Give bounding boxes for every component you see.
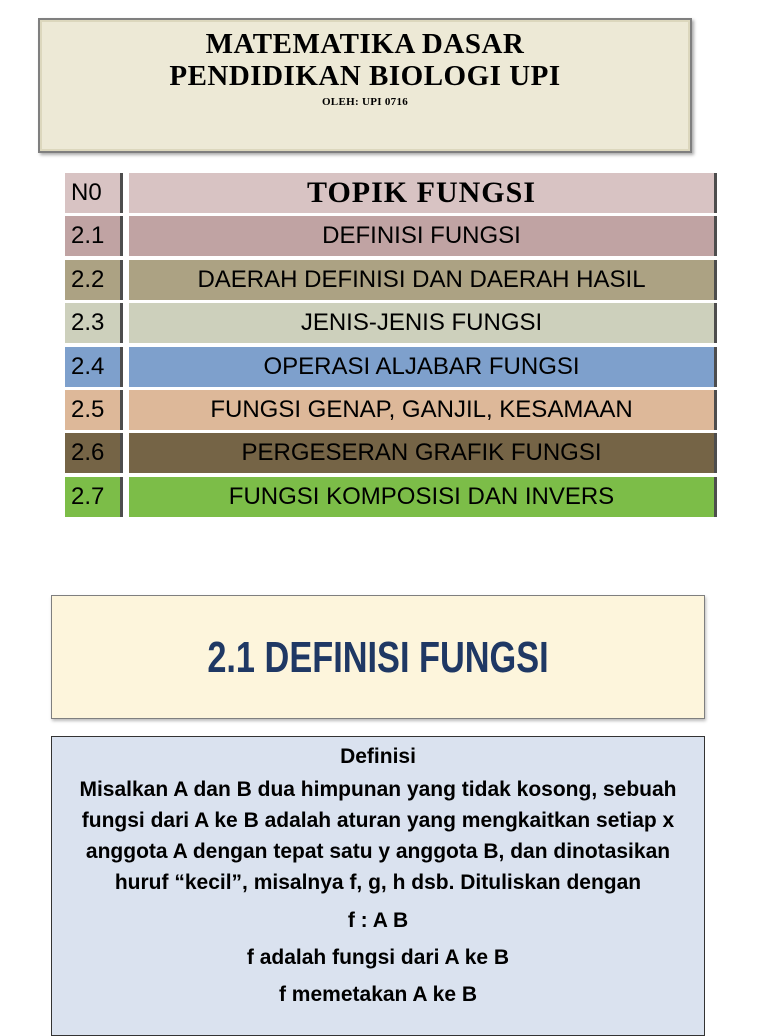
- definition-notation: f : A B: [347, 909, 409, 932]
- column-header-no: N0: [65, 173, 123, 213]
- definition-heading: Definisi: [340, 745, 416, 768]
- header-author: OLEH: UPI 0716: [321, 96, 409, 108]
- topic-name: JENIS-JENIS FUNGSI: [129, 303, 717, 343]
- topic-name: FUNGSI GENAP, GANJIL, KESAMAAN: [129, 390, 717, 430]
- topic-number: 2.7: [65, 477, 123, 517]
- topic-row: [65, 303, 717, 343]
- definition-line-3: f memetakan A ke B: [278, 983, 478, 1006]
- topic-row: [65, 260, 717, 300]
- topic-table-header: [65, 173, 717, 213]
- topic-row: [65, 347, 717, 387]
- topic-number: 2.5: [65, 390, 123, 430]
- topic-row: [65, 390, 717, 430]
- topic-number: 2.4: [65, 347, 123, 387]
- topic-number: 2.2: [65, 260, 123, 300]
- topic-number: 2.1: [65, 216, 123, 256]
- topic-number: 2.6: [65, 433, 123, 473]
- column-header-topic: TOPIK FUNGSI: [129, 173, 717, 213]
- section-title: 2.1 DEFINISI FUNGSI: [207, 633, 549, 682]
- topic-name: DEFINISI FUNGSI: [129, 216, 717, 256]
- definition-line-2: f adalah fungsi dari A ke B: [246, 946, 510, 969]
- topic-name: FUNGSI KOMPOSISI DAN INVERS: [129, 477, 717, 517]
- topic-name: OPERASI ALJABAR FUNGSI: [129, 347, 717, 387]
- header-title-line1: MATEMATIKA DASAR: [205, 28, 525, 60]
- topic-name: DAERAH DEFINISI DAN DAERAH HASIL: [129, 260, 717, 300]
- definition-body: Misalkan A dan B dua himpunan yang tidak kosong, sebuah fungsi dari A ke B adalah aturan yang mengkaitkan setiap x anggota A dengan tepat satu y anggota B, dan dinotasikan huruf “kecil”, misalnya f, g, h dsb. Dituliskan dengan: [79, 778, 677, 894]
- topic-name: PERGESERAN GRAFIK FUNGSI: [129, 433, 717, 473]
- topic-row: [65, 433, 717, 473]
- section-title-box: [51, 595, 705, 719]
- topic-number: 2.3: [65, 303, 123, 343]
- header-box: [38, 18, 692, 153]
- definition-box: [51, 736, 705, 1036]
- topic-row: [65, 477, 717, 517]
- topic-row: [65, 216, 717, 256]
- header-title-line2: PENDIDIKAN BIOLOGI UPI: [169, 60, 561, 92]
- topic-table: [65, 173, 717, 520]
